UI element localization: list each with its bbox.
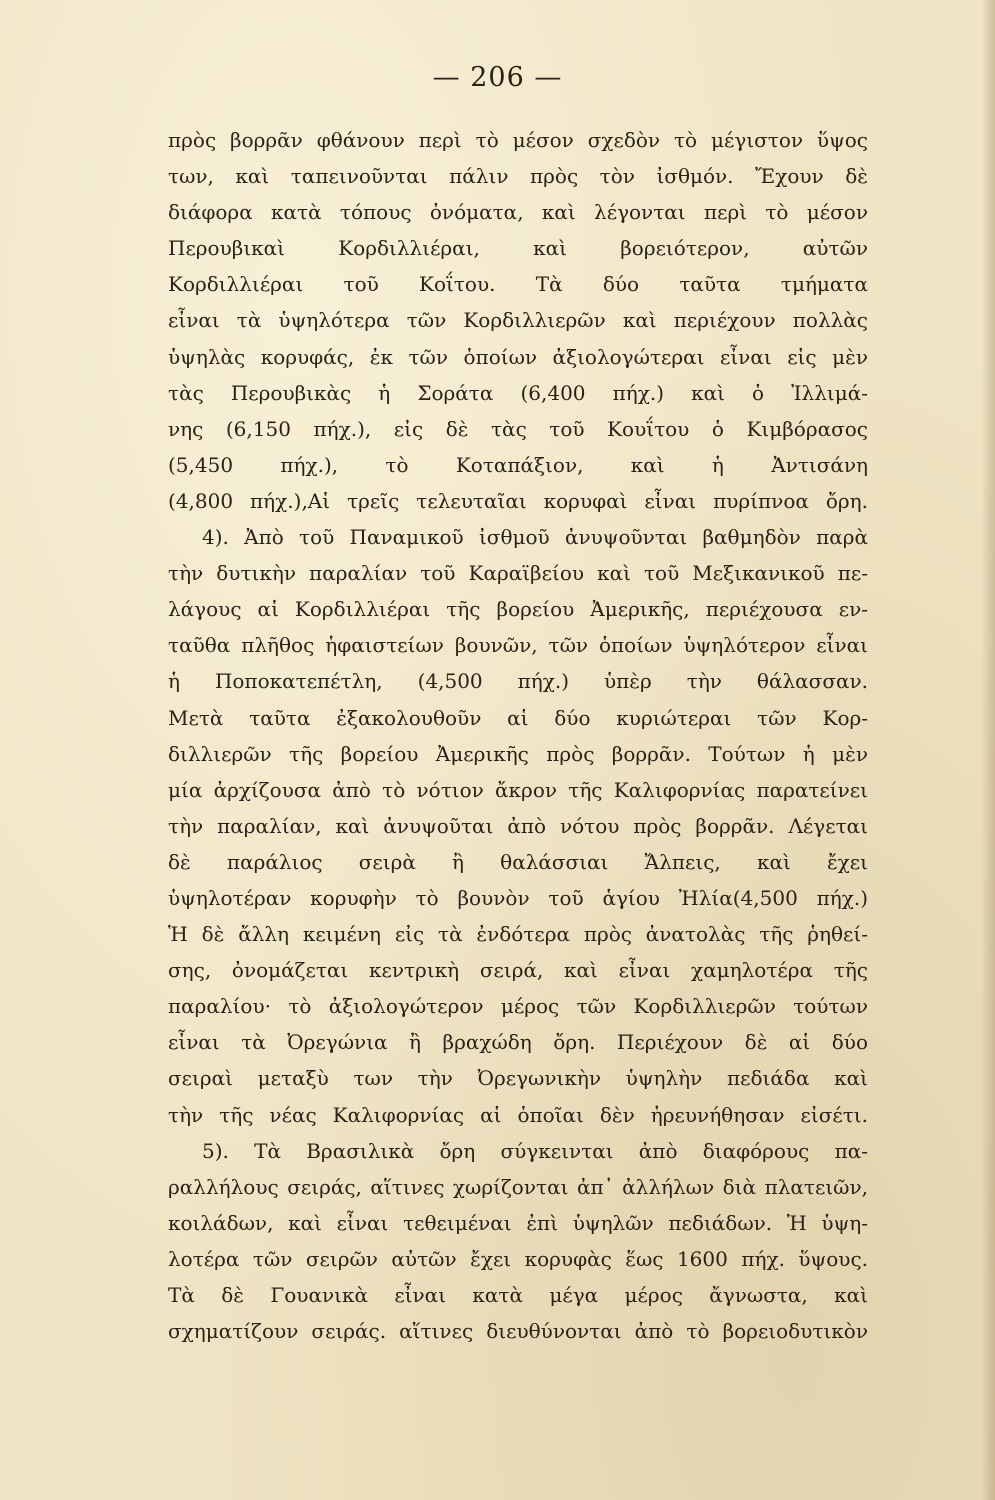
- text-line: παραλίου· τὸ ἀξιολογώτερον μέρος τῶν Κορδιλλιερῶν τούτων: [168, 994, 868, 1019]
- text-line: σειραὶ μεταξὺ των τὴν Ὀρεγωνικὴν ὑψηλὴν πεδιάδα καὶ: [168, 1066, 868, 1091]
- text-line: σης, ὀνομάζεται κεντρικὴ σειρά, καὶ εἶναι χαμηλοτέρα τῆς: [168, 958, 868, 983]
- text-line: τὰς Περουβικὰς ἡ Σοράτα (6,400 πήχ.) καὶ ὁ Ἰλλιμά-: [168, 380, 868, 405]
- body-text: [168, 122, 868, 1349]
- text-line: ἡ Ποποκατεπέτλη, (4,500 πήχ.) ὑπὲρ τὴν θάλασσαν.: [168, 669, 868, 694]
- page-edge-shadow: [981, 0, 995, 1500]
- text-line: (4,800 πήχ.),Αἱ τρεῖς τελευταῖαι κορυφαὶ εἶναι πυρίπνοα ὄρη.: [168, 488, 868, 513]
- text-line: λοτέρα τῶν σειρῶν αὐτῶν ἔχει κορυφὰς ἕως 1600 πήχ. ὕψους.: [168, 1246, 868, 1271]
- text-line: διάφορα κατὰ τόπους ὀνόματα, καὶ λέγονται περὶ τὸ μέσον: [168, 200, 868, 225]
- text-line: ὑψηλὰς κορυφάς, ἐκ τῶν ὁποίων ἀξιολογώτεραι εἶναι εἰς μὲν: [168, 344, 868, 369]
- text-line: διλλιερῶν τῆς βορείου Ἀμερικῆς πρὸς βορρᾶν. Τούτων ἡ μὲν: [168, 741, 868, 766]
- paragraph-start-line: 5). Τὰ Βρασιλικὰ ὄρη σύγκεινται ἀπὸ διαφόρους πα-: [202, 1138, 868, 1163]
- text-line: δὲ παράλιος σειρὰ ἢ θαλάσσιαι Ἄλπεις, καὶ ἔχει: [168, 849, 868, 874]
- text-line: τὴν τῆς νέας Καλιφορνίας αἱ ὁποῖαι δὲν ἠρευνήθησαν εἰσέτι.: [168, 1102, 868, 1127]
- text-line: κοιλάδων, καὶ εἶναι τεθειμέναι ἐπὶ ὑψηλῶν πεδιάδων. Ἡ ὑψη-: [168, 1210, 868, 1235]
- paragraph-start-line: 4). Ἀπὸ τοῦ Παναμικοῦ ἰσθμοῦ ἀνυψοῦνται βαθμηδὸν παρὰ: [202, 525, 868, 550]
- text-line: των, καὶ ταπεινοῦνται πάλιν πρὸς τὸν ἰσθμόν. Ἔχουν δὲ: [168, 164, 868, 189]
- text-line: τὴν δυτικὴν παραλίαν τοῦ Καραϊβείου καὶ τοῦ Μεξικανικοῦ πε-: [168, 561, 868, 586]
- text-line: ὑψηλοτέραν κορυφὴν τὸ βουνὸν τοῦ ἁγίου Ἠλία(4,500 πήχ.): [168, 885, 868, 910]
- text-line: Περουβικαὶ Κορδιλλιέραι, καὶ βορειότερον, αὐτῶν: [168, 236, 868, 261]
- page-number: — 206 —: [432, 62, 563, 93]
- text-line: εἶναι τὰ Ὀρεγώνια ἢ βραχώδη ὄρη. Περιέχουν δὲ αἱ δύο: [168, 1030, 868, 1055]
- text-line: Μετὰ ταῦτα ἐξακολουθοῦν αἱ δύο κυριώτεραι τῶν Κορ-: [168, 705, 868, 730]
- text-line: Ἡ δὲ ἄλλη κειμένη εἰς τὰ ἐνδότερα πρὸς ἀνατολὰς τῆς ῥηθεί-: [168, 922, 868, 947]
- text-line: ραλλήλους σειράς, αἵτινες χωρίζονται ἀπ᾽ ἀλλήλων διὰ πλατειῶν,: [168, 1174, 868, 1199]
- text-line: πρὸς βορρᾶν φθάνουν περὶ τὸ μέσον σχεδὸν τὸ μέγιστον ὕψος: [168, 128, 868, 152]
- text-line: εἶναι τὰ ὑψηλότερα τῶν Κορδιλλιερῶν καὶ περιέχουν πολλὰς: [168, 308, 868, 333]
- text-line: τὴν παραλίαν, καὶ ἀνυψοῦται ἀπὸ νότου πρὸς βορρᾶν. Λέγεται: [168, 813, 868, 838]
- text-line: ταῦθα πλῆθος ἡφαιστείων βουνῶν, τῶν ὁποίων ὑψηλότερον εἶναι: [168, 633, 868, 658]
- text-line: (5,450 πήχ.), τὸ Κοταπάξιον, καὶ ἡ Ἀντισάνη: [168, 452, 868, 477]
- text-line: Τὰ δὲ Γουανικὰ εἶναι κατὰ μέγα μέρος ἄγνωστα, καὶ: [168, 1283, 868, 1307]
- text-line: Κορδιλλιέραι τοῦ Κοΐτου. Τὰ δύο ταῦτα τμήματα: [168, 272, 868, 297]
- text-line: σχηματίζουν σειράς. αἵτινες διευθύνονται ἀπὸ τὸ βορειοδυτικὸν: [168, 1319, 868, 1344]
- text-line: νης (6,150 πήχ.), εἰς δὲ τὰς τοῦ Κουΐτου ὁ Κιμβόρασος: [168, 416, 868, 441]
- text-line: λάγους αἱ Κορδιλλιέραι τῆς βορείου Ἀμερικῆς, περιέχουσα εν-: [168, 597, 868, 622]
- text-line: μία ἀρχίζουσα ἀπὸ τὸ νότιον ἄκρον τῆς Καλιφορνίας παρατείνει: [168, 777, 868, 802]
